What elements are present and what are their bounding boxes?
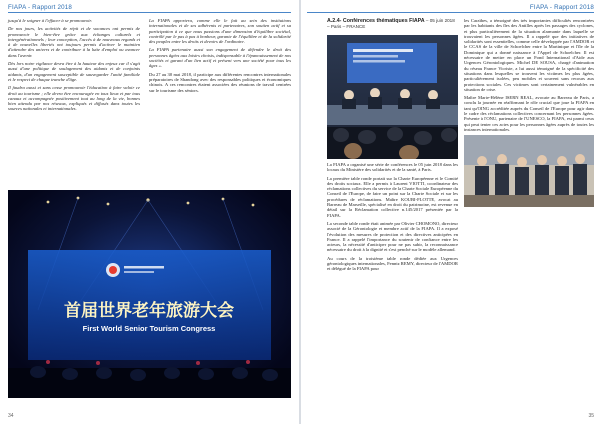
paragraph: La FIAPA a organisé une série de conférences le 05 juin 2018 dans les locaux du Ministère des solidarités et de la santé, à Paris. (327, 162, 458, 173)
left-column-2 (149, 18, 291, 96)
right-page (301, 0, 600, 424)
left-column-1 (8, 18, 140, 115)
paragraph: Au cours de la troisième table ronde dédiée aux Urgences gérontologiques internationales, Fenntz REMY, directeur de l'AMDOR et délégué de la FIAPA pour (327, 255, 458, 272)
banner-english-title: First World Senior Tourism Congress (82, 324, 216, 333)
right-column-1-text (327, 162, 458, 272)
right-column-1 (327, 18, 458, 275)
section-title (327, 18, 458, 30)
paragraph: La FIAPA apportera, comme elle le fait au sein des institutions internationales et de ses adhérents et partenaires, son soutien actif et sa participation à ce que nous passions d'une dimension d'équilibre sociétal, contrôlé par le pas à pas à bonheur, garante de l'équilibre et de la solidarité des peuples entre les droits et devoirs de l'ordinaire. (149, 18, 291, 45)
right-page-number: 35 (588, 413, 594, 419)
paragraph: jusqu'à le soigner à l'effacer à se promouvoir. (8, 18, 92, 23)
right-column-2 (464, 18, 594, 207)
left-header: FIAPA - Rapport 2018 (8, 4, 73, 11)
paragraph: De nos jours, les activités de répit et de vacances ont permis de promouvoir le bien-être grâce aux échanges culturels et intergénérationnels ; leur conception, l'accès à de nouveaux regards et à de nouvelles libertés ont toujours permis d'activer le maintien d'attendre des univers et de contribuer à la lutte d'emploi ou avancer dans l'avenir. (8, 26, 140, 58)
conference-panel-photo (327, 35, 458, 159)
left-page-number: 34 (8, 413, 14, 419)
left-page (0, 0, 299, 424)
stage-photo-graphic (8, 190, 291, 398)
congress-stage-photo (8, 190, 291, 398)
paragraph: La seconde table ronde était animée par Olivier CHOMONO, directeur associé de la Gérontologie et membre actif de la FIAPA. Il a exposé l'évolution des mesures de protection et des directives anticipées en France. Il a rappelé l'importance du soutenir de confiance entre les acteurs, la nécessité d'anticiper pour ne pas subir, la reconnaissance nécessaire du droit à la dignité et s'est penché sur le modèle allemand. (327, 220, 458, 253)
panel-photo-graphic (327, 35, 458, 159)
paragraph: Maître Marie-Hélène ISERN REAL, avocate au Barreau de Paris, a conclu la journée en réaffirmant le rôle crucial que joue la FIAPA en tant qu'OING accréditée auprès du Conseil de l'Europe pour agir dans le cadre des réclamations collectives concernant les personnes âgées. Présente à l'ONU, partenaire de l'UNESCO, la FIAPA, est parmi ceux qui peut tenter ces actes pour les personnes âgées auprès de toutes les instances internationales. (464, 95, 594, 132)
paragraph: les Caraïbes, a témoigné des très importantes difficultés rencontrées par les habitants des îles des Antilles après les passages des cyclones, et plus particulièrement de la situation alarmante dans laquelle se trouvaient les personnes âgées. Il a rappelé que des initiatives de solidarités sont essentielles, comme celle développée par l'AMDOR et le CCAS de la ville de Schoelcher entre la Martinique et l'île de la Dominique qui a donné naissance à l'Appel de Schoelcher. Il est nécessaire de mettre en place un Fond International d'Aide aux Urgences Gérontologiques. Michel DE SOUSA, chargé d'animation du réseau France Vicriste, a lui aussi témoigné de la spécificité des situations dans lesquelles se trouvent les victimes les plus âgées, particulièrement isolées, peu mobiles et souvent sans recours aux protections sociales. Ces victimes sont certainement vulnérables en situation de crise. (464, 18, 594, 92)
right-header: FIAPA - Rapport 2018 (529, 4, 594, 11)
left-header-rule (8, 12, 291, 13)
paragraph: Il faudra aussi et sans cesse promouvoir l'éducation à faire valoir ce droit au tourisme ; elle devra être encouragée en tous lieux et par tous canaux et accompagnée positivement tout au long de la vie, bonnes bien attendu par nos réseaux, expliqués et diffusés dans toutes les sources nationales et internationales. (8, 85, 140, 112)
paragraph: La FIAPA partenaire aussi son engagement de défendre le droit des personnes âgées aux loisirs choisis, indispensable à l'épanouissement de nos sociétés et garant d'un lien actif et présent vers une société pour tous les âges ». (149, 47, 291, 69)
paragraph: La première table ronde portait sur la Charte Européenne et le Comité des droits sociaux. Elle a permis à Laurent VIOTTI, coordinateur des réclamations collectives du service de la Charte Sociale Européenne du Conseil de l'Europe, de faire un point sur la Charte Sociale et sur les procédures de réclamations. Maître KOUBI-FLOTTE, avocat au Barreau de Marseille, spécialisé en droit du patrimoine, est revenue en détail sur la Réclamation collective n.145/2017 présentée par la FIAPA. (327, 175, 458, 218)
paragraph: Dès lors notre vigilance devra être à la hauteur des enjeux car il s'agit aussi d'une politique de soulagement des aidants et de conjoints aidants, d'un engagement susceptible de sauvegarder l'unité familiale et le respect de chaque tranche d'âge. (8, 61, 140, 82)
group-photo (464, 135, 594, 207)
group-photo-graphic (464, 135, 594, 207)
section-title-text: A.2.4- Conférences thématiques FIAPA (327, 18, 425, 24)
paragraph: Du 27 au 30 mai 2018, il participe aux différentes rencontres internationales préparatoires de Shandong avec des responsables politiques et économiques chinois. A ces rencontres étaient associées des réunions de travail centrées sur le tourisme des séniors. (149, 71, 291, 93)
section-subtitle: – 05 juin 2018 – Paris – FRANCE (327, 18, 455, 29)
banner-chinese-title: 首届世界老年旅游大会 (64, 301, 234, 321)
right-header-rule (307, 12, 594, 13)
